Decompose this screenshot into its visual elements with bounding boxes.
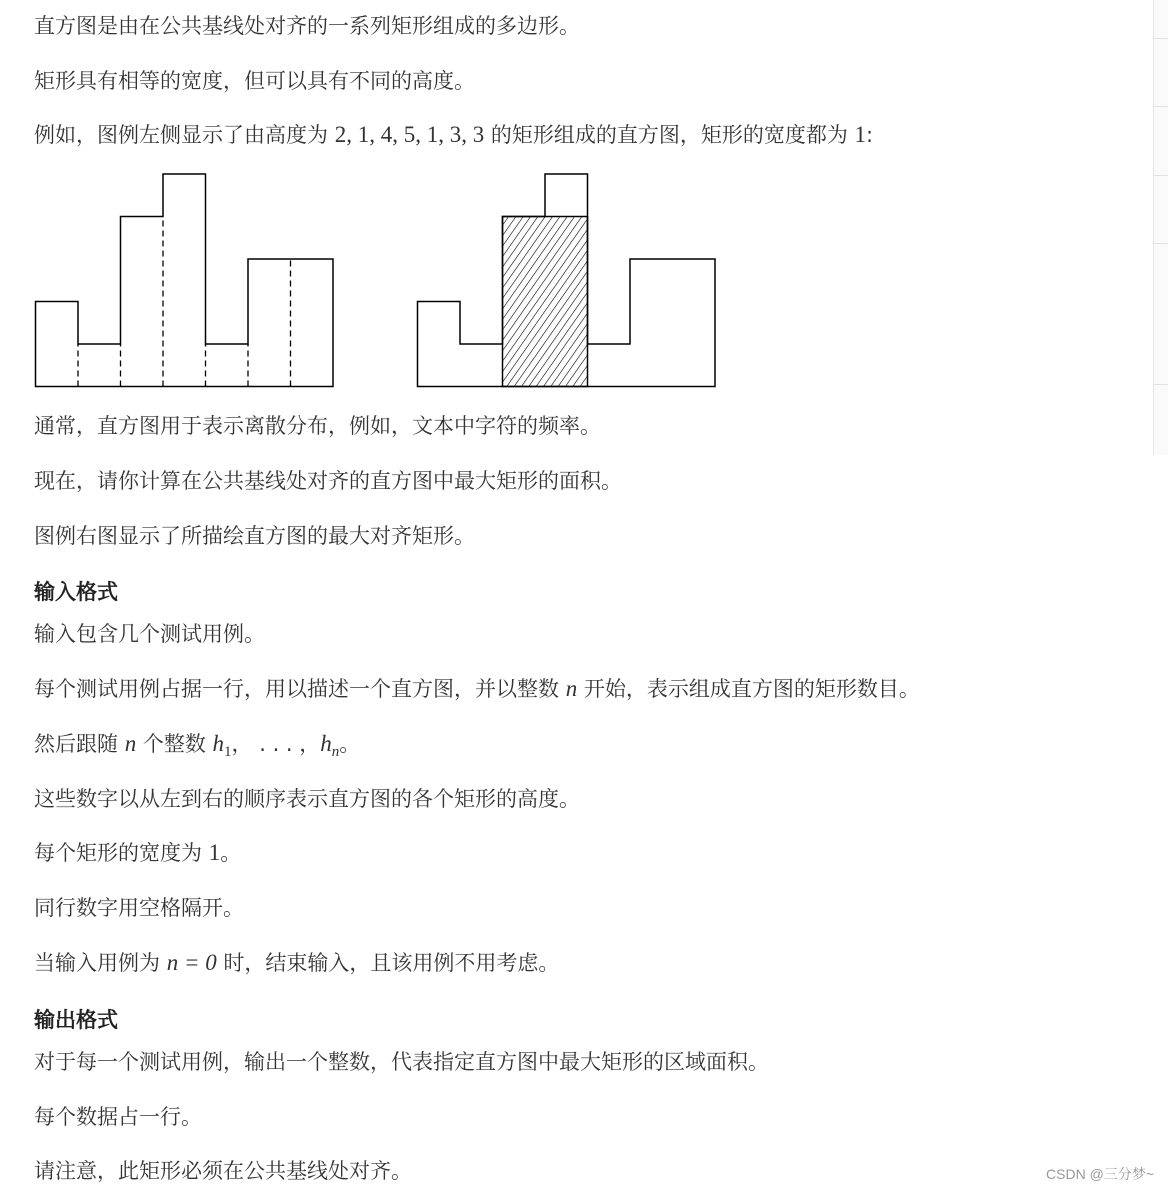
paragraph-4: 通常，直方图用于表示离散分布，例如，文本中字符的频率。 bbox=[34, 414, 601, 438]
input-line-7-text-2: 时，结束输入，且该用例不用考虑。 bbox=[216, 951, 560, 975]
left-histogram bbox=[36, 174, 334, 387]
paragraph-3 bbox=[34, 121, 873, 149]
paragraph-2: 矩形具有相等的宽度，但可以具有不同的高度。 bbox=[34, 69, 475, 93]
input-line-4: 这些数字以从左到右的顺序表示直方图的各个矩形的高度。 bbox=[34, 787, 580, 811]
period-2: 。 bbox=[220, 841, 242, 865]
heights-math: 2, 1, 4, 5, 1, 3, 3 bbox=[334, 122, 485, 147]
sidebar-divider bbox=[1154, 243, 1168, 244]
width-one: 1 bbox=[208, 840, 221, 865]
input-line-1: 输入包含几个测试用例。 bbox=[34, 622, 265, 646]
paragraph-3-text: 例如，图例左侧显示了由高度为 bbox=[34, 123, 335, 147]
input-line-5 bbox=[34, 839, 241, 867]
sub-1: 1 bbox=[224, 744, 232, 760]
var-n: n bbox=[565, 676, 578, 701]
right-histogram bbox=[418, 174, 716, 387]
input-line-6: 同行数字用空格隔开。 bbox=[34, 896, 244, 920]
sidebar-divider bbox=[1154, 106, 1168, 107]
sub-n: n bbox=[331, 744, 340, 760]
paragraph-5: 现在，请你计算在公共基线处对齐的直方图中最大矩形的面积。 bbox=[34, 469, 622, 493]
input-line-3 bbox=[34, 730, 360, 766]
input-line-2-text: 每个测试用例占据一行，用以描述一个直方图，并以整数 bbox=[34, 677, 566, 701]
output-line-2: 每个数据占一行。 bbox=[34, 1105, 202, 1129]
histogram-outline bbox=[36, 174, 334, 387]
input-line-7 bbox=[34, 949, 559, 977]
var-n-2: n bbox=[124, 731, 137, 756]
input-line-3-text-2: 个整数 bbox=[136, 732, 213, 756]
input-line-2 bbox=[34, 675, 920, 703]
colon: : bbox=[866, 123, 874, 147]
sidebar-divider bbox=[1154, 175, 1168, 176]
input-line-3-text: 然后跟随 bbox=[34, 732, 125, 756]
csdn-watermark: CSDN @三分梦~ bbox=[1046, 1166, 1154, 1182]
paragraph-3-text-2: 的矩形组成的直方图，矩形的宽度都为 bbox=[484, 123, 855, 147]
input-heading: 输入格式 bbox=[34, 580, 118, 604]
ellipsis: ， . . . ， bbox=[231, 732, 321, 756]
output-heading: 输出格式 bbox=[34, 1008, 118, 1032]
sidebar-divider bbox=[1154, 38, 1168, 39]
histogram-figure bbox=[34, 172, 734, 396]
input-line-5-text: 每个矩形的宽度为 bbox=[34, 841, 209, 865]
right-sidebar-edge bbox=[1153, 0, 1168, 455]
expr-n-eq-0: n = 0 bbox=[166, 950, 217, 975]
input-line-7-text: 当输入用例为 bbox=[34, 951, 167, 975]
output-line-1: 对于每一个测试用例，输出一个整数，代表指定直方图中最大矩形的区域面积。 bbox=[34, 1050, 769, 1074]
largest-rectangle bbox=[503, 217, 588, 387]
period: 。 bbox=[339, 732, 361, 756]
var-h1: h bbox=[212, 731, 225, 756]
paragraph-1: 直方图是由在公共基线处对齐的一系列矩形组成的多边形。 bbox=[34, 14, 580, 38]
paragraph-6: 图例右图显示了所描绘直方图的最大对齐矩形。 bbox=[34, 524, 475, 548]
width-math: 1 bbox=[854, 122, 867, 147]
histogram-svg bbox=[34, 172, 734, 392]
var-hn: h bbox=[320, 731, 332, 756]
input-line-2-text-2: 开始，表示组成直方图的矩形数目。 bbox=[577, 677, 920, 701]
output-line-3: 请注意，此矩形必须在公共基线处对齐。 bbox=[34, 1159, 412, 1183]
sidebar-divider bbox=[1154, 384, 1168, 385]
